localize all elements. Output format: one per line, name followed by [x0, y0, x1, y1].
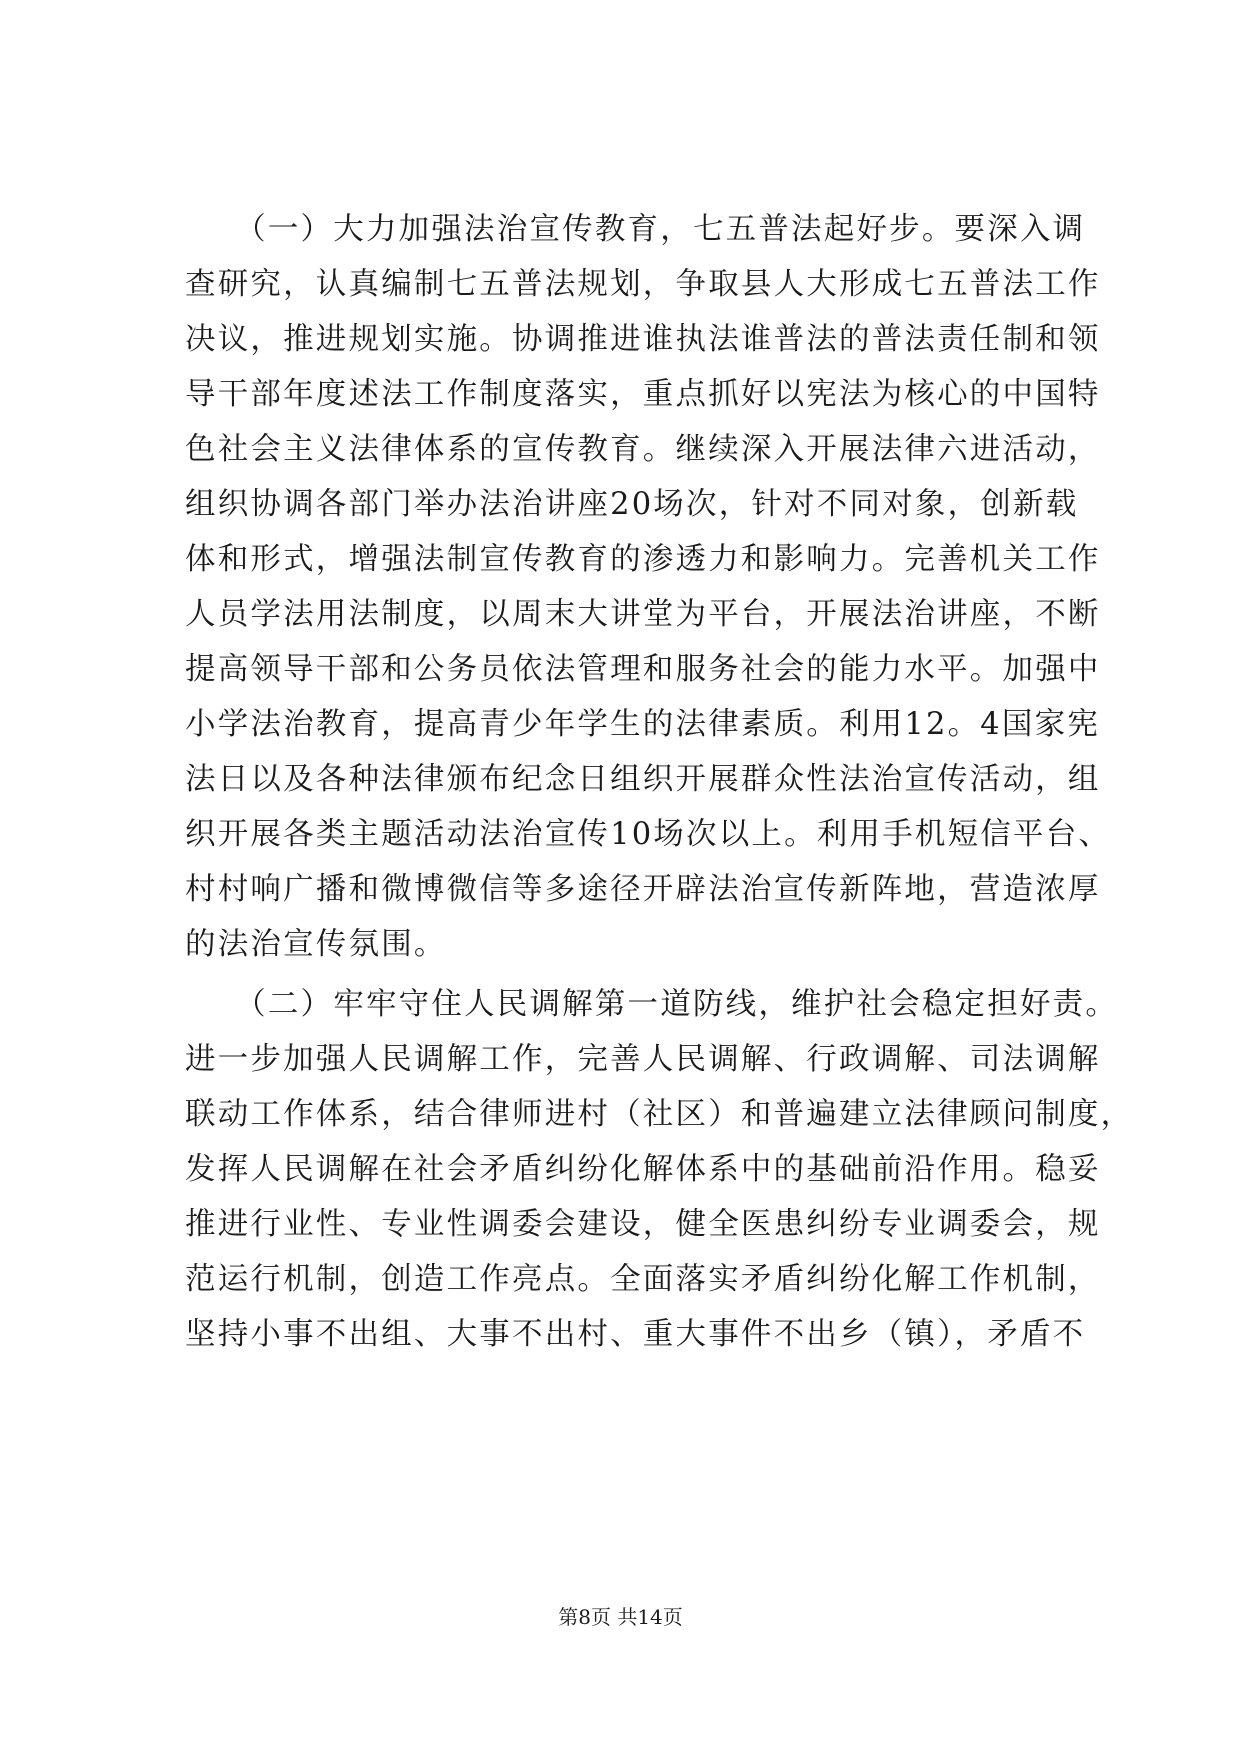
text-line: 色社会主义法律体系的宣传教育。继续深入开展法律六进活动，: [185, 432, 1101, 467]
text-line: （一）大力加强法治宣传教育，七五普法起好步。要深入调: [185, 212, 1086, 247]
text-line: 发挥人民调解在社会矛盾纠纷化解体系中的基础前沿作用。稳妥: [185, 1152, 1101, 1187]
text-line: 组织协调各部门举办法治讲座20场次，针对不同对象，创新载: [185, 487, 1079, 522]
text-line: 范运行机制，创造工作亮点。全面落实矛盾纠纷化解工作机制，: [185, 1262, 1101, 1297]
text-line: 进一步加强人民调解工作，完善人民调解、行政调解、司法调解: [185, 1042, 1101, 1077]
text-line: 提高领导干部和公务员依法管理和服务社会的能力水平。加强中: [185, 652, 1101, 687]
text-line: 导干部年度述法工作制度落实，重点抓好以宪法为核心的中国特: [185, 377, 1101, 412]
text-line: 法日以及各种法律颁布纪念日组织开展群众性法治宣传活动，组: [185, 762, 1101, 797]
text-line: 推进行业性、专业性调委会建设，健全医患纠纷专业调委会，规: [185, 1207, 1101, 1242]
text-line: 决议，推进规划实施。协调推进谁执法谁普法的普法责任制和领: [185, 322, 1101, 357]
text-line: 织开展各类主题活动法治宣传10场次以上。利用手机短信平台、: [185, 817, 1112, 852]
text-line: 坚持小事不出组、大事不出村、重大事件不出乡（镇），矛盾不: [185, 1317, 1086, 1352]
text-line: 村村响广播和微博微信等多途径开辟法治宣传新阵地，营造浓厚: [185, 872, 1101, 907]
text-line: 联动工作体系，结合律师进村（社区）和普遍建立法律顾问制度，: [185, 1097, 1134, 1132]
text-line: 人员学法用法制度，以周末大讲堂为平台，开展法治讲座，不断: [185, 597, 1101, 632]
page-number-footer: 第8页 共14页: [558, 1605, 683, 1629]
text-line: （二）牢牢守住人民调解第一道防线，维护社会稳定担好责。: [185, 987, 1119, 1022]
text-line: 的法治宣传氛围。: [185, 927, 447, 962]
text-line: 小学法治教育，提高青少年学生的法律素质。利用12。4国家宪: [185, 707, 1101, 742]
text-line: 体和形式，增强法制宣传教育的渗透力和影响力。完善机关工作: [185, 542, 1101, 577]
text-line: 查研究，认真编制七五普法规划，争取县人大形成七五普法工作: [185, 267, 1101, 302]
